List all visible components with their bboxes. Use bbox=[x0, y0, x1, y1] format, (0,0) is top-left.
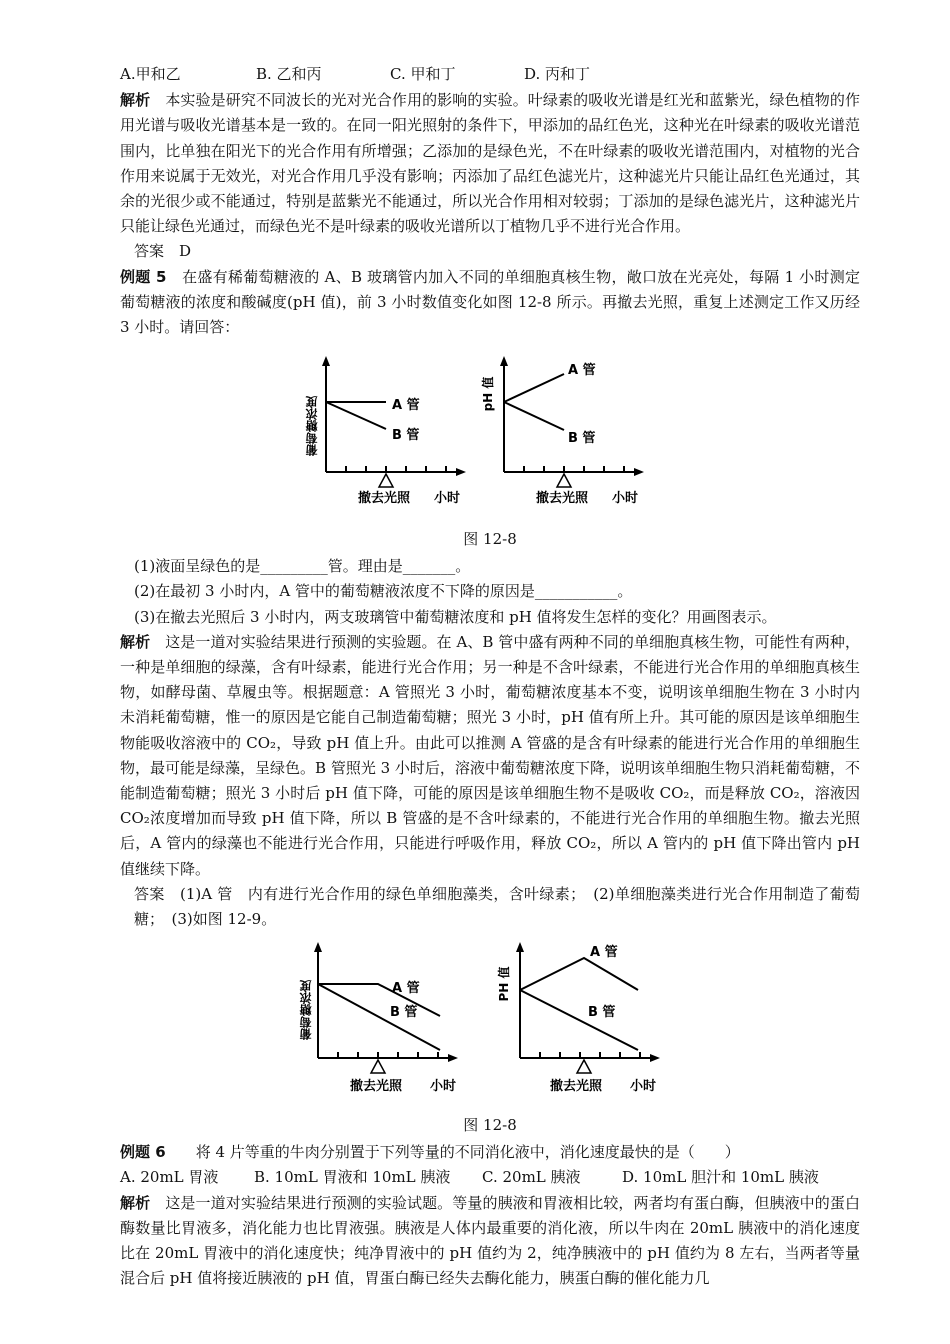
fig1-right-x-arrow bbox=[634, 468, 644, 476]
fig2-right-line-a-label: A 管 bbox=[590, 945, 618, 961]
q6-option-a: A. 20mL 胃液 bbox=[120, 1168, 219, 1187]
q6-question bbox=[120, 1140, 860, 1165]
q4-option-b: B. 乙和丙 bbox=[256, 65, 322, 83]
q4-analysis-text: 本实验是研究不同波长的光对光合作用的影响的实验。叶绿素的吸收光谱是红光和蓝紫光，绿色植物的作用光谱与吸收光谱基本是一致的。在同一阳光照射的条件下，甲添加的品红色光，这种光在叶绿素的吸收光谱范围内，比单独在阳光下的光合作用有所增强；乙添加的是绿色光，不在叶绿素的吸收光谱范围内，对植物的光合作用来说属于无效光，对光合作用几乎没有影响；丙添加了品红色滤光片，这种滤光片只能让品红色光通过，其余的光很少或不能通过，特别是蓝紫光不能通过，所以光合作用相对较弱；丁添加的是绿色滤光片，这种滤光片只能让绿色光通过，而绿色光不是叶绿素的吸收光谱所以丁植物几乎不进行光合作用。 bbox=[120, 91, 860, 236]
q6-analysis bbox=[120, 1191, 860, 1292]
figure-12-8 bbox=[120, 354, 860, 507]
q6-analysis-label: 解析 bbox=[120, 1193, 151, 1212]
q5-text: 在盛有稀葡萄糖液的 A、B 玻璃管内加入不同的单细胞真核生物，敞口放在光亮处，每隔 1 小时测定葡萄糖液的浓度和酸碱度(pH 值)，前 3 小时数值变化如图 12-8 所示。再撤去光照，重复上述测定工作又历经 3 小时。请回答： bbox=[120, 267, 860, 337]
fig1-left-marker-label: 撤去光照 bbox=[358, 491, 411, 507]
fig2-right-line-b-label: B 管 bbox=[588, 1005, 616, 1021]
figure-12-8-caption: 图 12-8 bbox=[463, 530, 517, 549]
q6-analysis-text: 这是一道对实验结果进行预测的实验试题。等量的胰液和胃液相比较，两者均有蛋白酶，但胰液中的蛋白酶数量比胃液多，消化能力也比胃液强。胰液是人体内最重要的消化液，所以牛肉在 20mL 胰液中的消化速度比在 20mL 胃液中的消化速度快；纯净胃液中的 pH 值约为 2，纯净胰液中的 pH 值约为 8 左右，当两者等量混合后 pH 值将接近胰液的 pH 值，胃蛋白酶已经失去酶化能力，胰蛋白酶的催化能力几 bbox=[120, 1193, 860, 1288]
fig1-right-line-a-label: A 管 bbox=[568, 363, 596, 379]
figure-12-9-svg bbox=[300, 940, 680, 1096]
q6-option-c: C. 20mL 胰液 bbox=[482, 1168, 581, 1187]
q6-option-b: B. 10mL 胃液和 10mL 胰液 bbox=[254, 1168, 451, 1187]
q4-option-d: D. 丙和丁 bbox=[524, 65, 591, 83]
fig1-left-y-arrow bbox=[322, 356, 330, 366]
fig1-right-line-a bbox=[504, 374, 564, 402]
fig1-left-x-arrow bbox=[456, 468, 466, 476]
fig1-left-xlabel: 小时 bbox=[434, 491, 461, 507]
q6-text: 将 4 片等重的牛肉分别置于下列等量的不同消化液中，消化速度最快的是（ ） bbox=[195, 1143, 740, 1162]
q6-label: 例题 6 bbox=[120, 1143, 166, 1162]
q4-answer: 答案 D bbox=[134, 242, 192, 261]
q5-sub1: (1)液面呈绿色的是_________管。理由是_______。 bbox=[134, 557, 471, 576]
q4-option-c: C. 甲和丁 bbox=[390, 65, 456, 83]
fig1-left-line-b bbox=[326, 402, 386, 429]
document-page bbox=[120, 62, 860, 1292]
q5-answer: 答案 (1)A 管 内有进行光合作用的绿色单细胞藻类，含叶绿素； (2)单细胞藻类进行光合作用制造了葡萄糖； (3)如图 12-9。 bbox=[134, 884, 860, 929]
q5-analysis bbox=[120, 630, 860, 882]
fig2-right-line-b bbox=[520, 990, 638, 1050]
fig2-left-line-b-label: B 管 bbox=[390, 1005, 418, 1021]
fig2-left-xlabel: 小时 bbox=[430, 1079, 457, 1095]
figure-12-8-svg bbox=[305, 354, 670, 507]
q4-analysis-label: 解析 bbox=[120, 91, 151, 110]
fig2-left-line-a-label: A 管 bbox=[392, 981, 420, 997]
fig2-left-chart bbox=[299, 942, 458, 1094]
fig1-left-line-a-label: A 管 bbox=[392, 398, 420, 414]
fig2-left-line-a bbox=[318, 984, 440, 1016]
q4-analysis bbox=[120, 88, 860, 239]
q5-analysis-text: 这是一道对实验结果进行预测的实验题。在 A、B 管中盛有两种不同的单细胞真核生物，可能性有两种，一种是单细胞的绿藻，含有叶绿素，能进行光合作用；另一种是不含叶绿素，不能进行光合作用的单细胞真核生物，如酵母菌、草履虫等。根据题意：A 管照光 3 小时，葡萄糖浓度基本不变，说明该单细胞生物在 3 小时内未消耗葡萄糖，惟一的原因是它能自己制造葡萄糖；照光 3 小时，pH 值有所上升。其可能的原因是该单细胞生物能吸收溶液中的 CO₂，导致 pH 值上升。由此可以推测 A 管盛的是含有叶绿素的能进行光合作用的单细胞生物，最可能是绿藻，呈绿色。B 管照光 3 小时后，溶液中葡萄糖浓度下降，说明该单细胞生物只消耗葡萄糖，不能制造葡萄糖；照光 3 小时后 pH 值下降，可能的原因是该单细胞生物不是吸收 CO₂，而是释放 CO₂，溶液因 CO₂浓度增加而导致 pH 值下降，所以 B 管盛的是不含叶绿素的，不能进行光合作用的单细胞生物。撤去光照后，A 管内的绿藻也不能进行光合作用，只能进行呼吸作用，释放 CO₂，所以 A 管内的 pH 值下降出管内 pH 值继续下降。 bbox=[120, 632, 860, 878]
figure-12-9-caption: 图 12-8 bbox=[463, 1116, 517, 1135]
q5-sub2: (2)在最初 3 小时内，A 管中的葡萄糖液浓度不下降的原因是___________。 bbox=[134, 582, 633, 601]
fig2-right-chart bbox=[496, 942, 660, 1094]
q5-analysis-label: 解析 bbox=[120, 632, 151, 651]
fig1-left-ylabel: 葡萄糖浓度 bbox=[305, 396, 319, 457]
q5-question bbox=[120, 265, 860, 341]
fig2-right-xlabel: 小时 bbox=[630, 1079, 657, 1095]
fig1-right-ylabel: pH 值 bbox=[481, 376, 495, 412]
q4-option-a: A.甲和乙 bbox=[120, 65, 181, 83]
q6-options bbox=[120, 1165, 860, 1190]
figure-12-9 bbox=[120, 940, 860, 1096]
q4-options bbox=[120, 62, 860, 87]
fig1-right-y-arrow bbox=[500, 356, 508, 366]
fig1-left-line-b-label: B 管 bbox=[392, 428, 420, 444]
fig1-right-chart bbox=[480, 356, 644, 506]
fig2-left-line-b bbox=[318, 984, 440, 1050]
fig1-right-line-b bbox=[504, 402, 564, 430]
fig2-left-marker-label: 撤去光照 bbox=[350, 1079, 403, 1095]
fig1-left-marker-triangle bbox=[379, 474, 393, 487]
fig1-right-line-b-label: B 管 bbox=[568, 431, 596, 447]
q5-sub3: (3)在撤去光照后 3 小时内，两支玻璃管中葡萄糖浓度和 pH 值将发生怎样的变化？用画图表示。 bbox=[134, 607, 777, 626]
fig1-left-chart bbox=[305, 356, 466, 506]
fig1-right-marker-triangle bbox=[557, 474, 571, 487]
fig2-right-ylabel: PH 值 bbox=[497, 966, 511, 1002]
fig2-right-marker-label: 撤去光照 bbox=[550, 1079, 603, 1095]
fig1-right-marker-label: 撤去光照 bbox=[536, 491, 589, 507]
fig2-left-ylabel: 葡萄糖浓度 bbox=[299, 980, 313, 1041]
fig2-right-line-a bbox=[520, 958, 638, 990]
q6-option-d: D. 10mL 胆汁和 10mL 胰液 bbox=[622, 1168, 819, 1187]
fig1-right-xlabel: 小时 bbox=[612, 491, 639, 507]
q5-label: 例题 5 bbox=[120, 267, 167, 286]
